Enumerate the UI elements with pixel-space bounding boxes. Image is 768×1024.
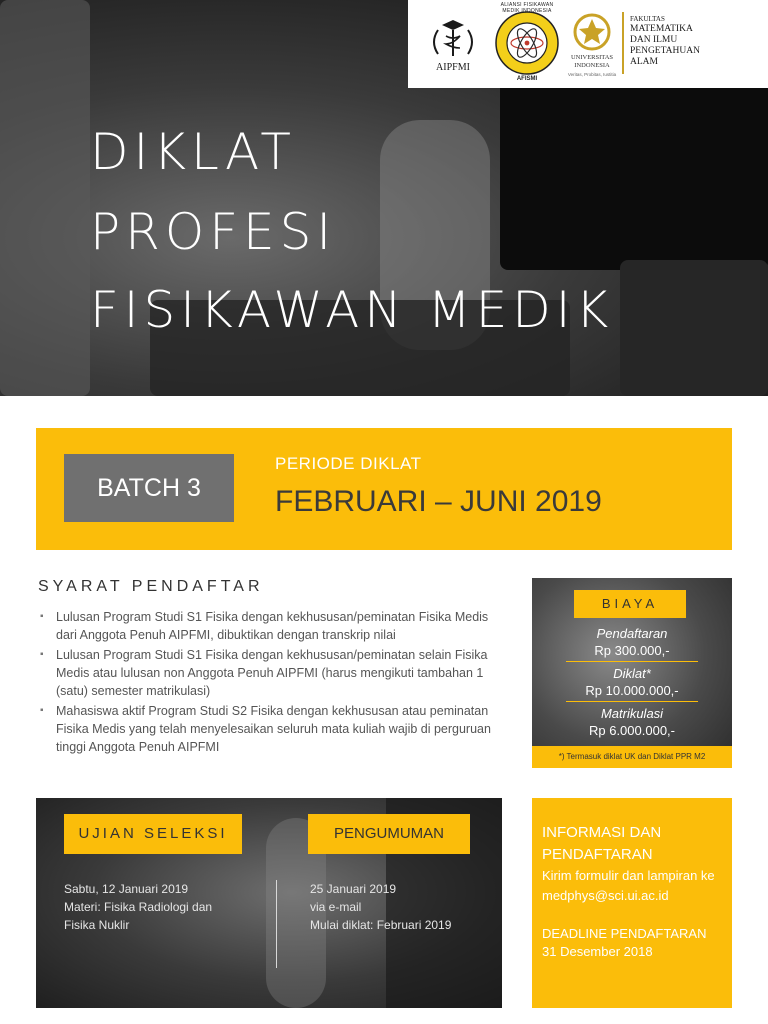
list-item-text: Mahasiswa aktif Program Studi S2 Fisika dengan kekhususan atau peminatan Fisika Medis yang telah menyelesaikan seluruh mata kuliah wajib di perguruan tinggi Anggota Penuh AIPFMI — [56, 704, 491, 754]
afismi-ring-text: ALIANSI FISIKAWAN MEDIK INDONESIA — [500, 2, 554, 14]
cabinet-shape — [0, 0, 90, 396]
ui-motto: Veritas, Probitas, Iustitia — [567, 72, 617, 77]
faculty-line: FAKULTAS — [630, 15, 665, 23]
fee-value: Rp 10.000.000,- — [585, 683, 679, 698]
info-title: INFORMASI DAN PENDAFTARAN — [542, 824, 662, 863]
fee-divider — [566, 661, 698, 662]
logo-bar — [408, 0, 768, 88]
ujian-line: Fisika Nuklir — [64, 918, 130, 932]
ujian-title: UJIAN SELEKSI — [64, 814, 242, 854]
ujian-line: Sabtu, 12 Januari 2019 — [64, 882, 189, 896]
faculty-line: PENGETAHUAN — [630, 46, 700, 56]
bullet-icon: ▪ — [40, 705, 44, 716]
equipment-shape — [620, 260, 768, 396]
logo-divider — [622, 12, 624, 74]
ui-makara-logo-icon — [572, 12, 612, 52]
aipfmi-logo-icon — [424, 12, 482, 60]
fee-label: Pendaftaran — [596, 626, 668, 641]
ui-name: UNIVERSITAS INDONESIA — [570, 54, 614, 69]
panel-divider — [276, 880, 277, 968]
info-text: Kirim formulir dan lampiran ke medphys@sci.ui.ac.id — [542, 868, 715, 903]
pengumuman-line: via e-mail — [310, 900, 362, 914]
faculty-line: ALAM — [630, 57, 658, 67]
ujian-detail — [64, 880, 212, 934]
bullet-icon: ▪ — [40, 611, 44, 622]
list-item — [36, 646, 510, 700]
bullet-icon: ▪ — [40, 649, 44, 660]
faculty-line: DAN ILMU — [630, 35, 678, 45]
pengumuman-line: Mulai diklat: Februari 2019 — [310, 918, 452, 932]
faculty-name — [630, 14, 700, 68]
list-item — [36, 702, 510, 756]
batch-label: BATCH 3 — [64, 454, 234, 522]
fee-value: Rp 6.000.000,- — [588, 723, 675, 738]
biaya-title: BIAYA — [574, 590, 686, 618]
hero-title-line: DIKLAT — [90, 123, 296, 181]
fee-divider — [566, 701, 698, 702]
afismi-bottom-text: AFISMI — [516, 76, 538, 82]
fee-label: Diklat* — [613, 666, 651, 681]
syarat-title: SYARAT PENDAFTAR — [38, 578, 264, 595]
periode-label: PERIODE DIKLAT — [275, 454, 422, 473]
list-item — [36, 608, 510, 644]
pengumuman-detail — [310, 880, 451, 934]
syarat-list — [36, 608, 510, 758]
list-item-text: Lulusan Program Studi S1 Fisika dengan kekhususan/peminatan Fisika Medis dari Anggota Penuh AIPFMI, dibuktikan dengan transkrip nilai — [56, 610, 489, 642]
biaya-note: *) Termasuk diklat UK dan Diklat PPR M2 — [532, 746, 732, 768]
faculty-line: MATEMATIKA — [630, 24, 693, 34]
fee-value: Rp 300.000,- — [594, 643, 670, 658]
aipfmi-label: AIPFMI — [436, 62, 470, 73]
pengumuman-title: PENGUMUMAN — [308, 814, 470, 854]
list-item-text: Lulusan Program Studi S1 Fisika dengan kekhususan/peminatan selain Fisika Medis atau lulusan non Anggota Penuh AIPFMI (harus mengikuti tambahan 1 (satu) semester matrikulasi) — [56, 648, 488, 698]
monitor-shape — [500, 60, 768, 270]
deadline-title: DEADLINE PENDAFTARAN — [542, 926, 707, 941]
periode-value: FEBRUARI – JUNI 2019 — [275, 485, 602, 518]
pengumuman-line: 25 Januari 2019 — [310, 882, 397, 896]
hero-title-line: FISIKAWAN MEDIK — [90, 281, 614, 339]
deadline-date: 31 Desember 2018 — [542, 944, 653, 959]
ujian-line: Materi: Fisika Radiologi dan — [64, 900, 213, 914]
hero-title-line: PROFESI — [90, 203, 337, 261]
afismi-logo-icon — [494, 10, 560, 76]
fee-label: Matrikulasi — [600, 706, 664, 721]
